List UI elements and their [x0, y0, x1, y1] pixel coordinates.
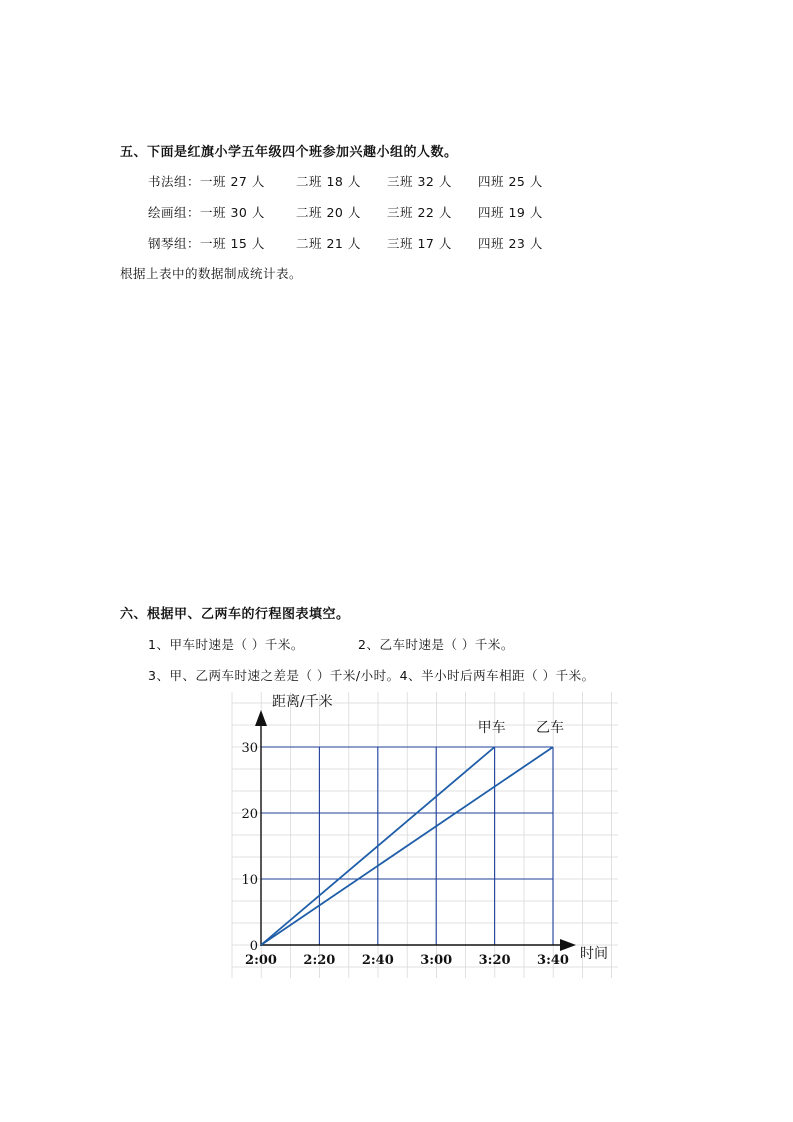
question-6-blank-1: 1、甲车时速是（ ）千米。: [148, 637, 304, 652]
class-4-count: 四班 23 人: [478, 236, 543, 251]
y-tick-labels: [241, 741, 258, 954]
class-3-count: 三班 17 人: [387, 236, 452, 251]
x-tick-label: 3:20: [478, 953, 511, 968]
y-axis-arrow-icon: [255, 710, 267, 726]
class-4-count: 四班 25 人: [478, 174, 543, 189]
x-tick-label: 2:20: [303, 953, 336, 968]
x-tick-label: 3:00: [420, 953, 453, 968]
group-label: 钢琴组：一班 15 人: [148, 236, 265, 251]
series-label: 乙车: [536, 720, 564, 736]
class-4-count: 四班 19 人: [478, 205, 543, 220]
class-3-count: 三班 22 人: [387, 205, 452, 220]
y-tick-label: 0: [249, 939, 258, 954]
group-label: 绘画组：一班 30 人: [148, 205, 265, 220]
y-tick-label: 30: [241, 741, 258, 756]
group-label: 书法组：一班 27 人: [148, 174, 265, 189]
class-2-count: 二班 20 人: [296, 205, 361, 220]
x-tick-label: 2:40: [361, 953, 394, 968]
question-6-title: 六、根据甲、乙两车的行程图表填空。: [120, 607, 350, 622]
series-labels: [478, 720, 564, 736]
class-2-count: 二班 18 人: [296, 174, 361, 189]
y-tick-label: 20: [241, 807, 258, 822]
y-tick-label: 10: [241, 873, 258, 888]
x-tick-label: 3:40: [537, 953, 569, 968]
series-label: 甲车: [477, 720, 506, 736]
travel-chart: [228, 686, 622, 986]
x-axis-arrow-icon: [560, 939, 576, 951]
question-6-blanks-3-4: 3、甲、乙两车时速之差是（ ）千米/小时。4、半小时后两车相距（ ）千米。: [148, 668, 595, 683]
axes: [255, 710, 576, 951]
class-3-count: 三班 32 人: [387, 174, 452, 189]
question-6-blank-2: 2、乙车时速是（ ）千米。: [358, 637, 514, 652]
question-5-instruction: 根据上表中的数据制成统计表。: [120, 266, 303, 281]
x-tick-label: 2:00: [245, 953, 277, 968]
question-5-title: 五、下面是红旗小学五年级四个班参加兴趣小组的人数。: [120, 145, 458, 160]
y-axis-label: 距离/千米: [272, 694, 333, 710]
class-2-count: 二班 21 人: [296, 236, 361, 251]
x-axis-label: 时间: [580, 946, 608, 962]
